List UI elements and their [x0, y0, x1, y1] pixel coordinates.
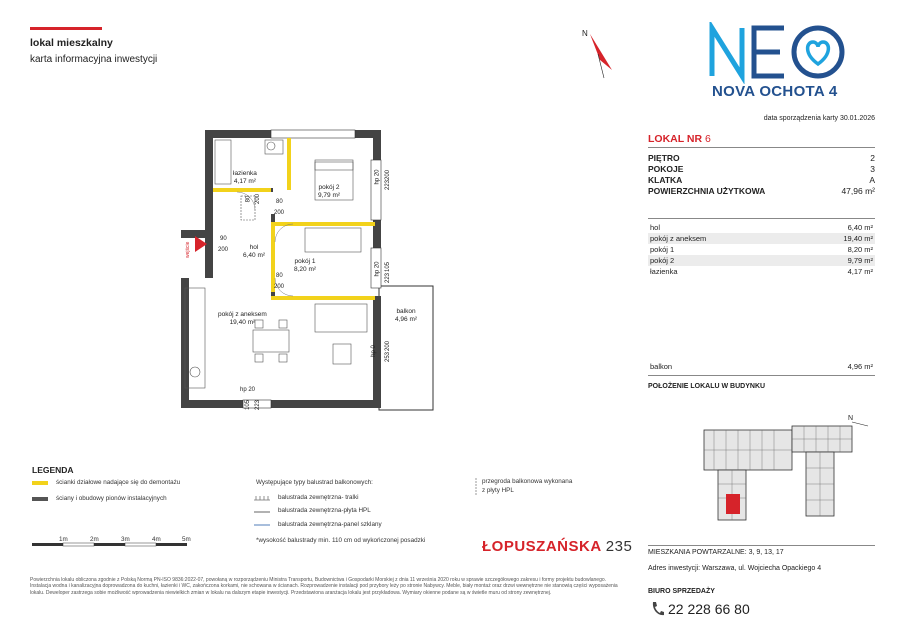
room-name: łazienka: [650, 267, 678, 276]
divider: [648, 375, 875, 376]
room-label: pokój 2: [318, 184, 340, 191]
north-label: N: [582, 29, 588, 38]
card-date: data sporządzenia karty 30.01.2026: [763, 115, 875, 122]
dim-label: 200: [385, 340, 392, 352]
legend-item: ścianki działowe nadające się do demontażu: [56, 479, 181, 486]
street-name: [482, 538, 632, 555]
balcony-area: 4,96 m²: [847, 362, 873, 371]
scale-bar: [30, 537, 200, 551]
scale-label: 2m: [90, 536, 99, 543]
railing-type: balustrada zewnętrzna-płyta HPL: [278, 507, 371, 514]
dim-label: hp 20: [240, 387, 256, 393]
dim-label: 90: [220, 236, 227, 242]
legend-title: LEGENDA: [32, 465, 74, 475]
divider: [648, 147, 875, 148]
partition-note: z płyty HPL: [482, 487, 514, 494]
dim-label: 223: [385, 272, 392, 284]
unit-number-value: 6: [704, 133, 711, 145]
room-name: pokój 2: [650, 256, 675, 265]
room-name: pokój 1: [650, 245, 675, 254]
dim-label: 200: [255, 193, 262, 205]
balcony-row: [648, 361, 875, 372]
dim-label: 223: [385, 179, 392, 191]
staircase-label: KLATKA: [648, 175, 683, 185]
partition-icon: [474, 478, 478, 496]
staircase-row: [648, 175, 875, 185]
divider: [648, 545, 875, 546]
room-area: 19,40 m²: [843, 234, 873, 243]
scale-label: 5m: [182, 536, 191, 543]
room-row: [648, 266, 875, 277]
room-area-label: 9,79 m²: [318, 192, 341, 199]
street-label: ŁOPUSZAŃSKA: [482, 538, 602, 555]
footer-disclaimer: Powierzchnia lokalu obliczona zgodnie z Polską Normą PN-ISO 9836:2022-07, powołaną w rozporządzeniu Ministra Transportu, Budownictwa i Gospodarki Morskiej z dnia 11 września 2020 roku w sprawie szczegółowego zakresu i formy projektu budowlanego. Instalacja wodna i kanalizacyjna doprowadzona do kuchni, łazienki i WC, zakończona korkami, nie schowana w ścianach. Rozprowadzenie instalacji pod przybory leży po stronie Nabywcy. Meble, biały montaż oraz drzwi wewnętrzne nie stanowią części wyposażenia lokalu. Deweloper zastrzega sobie możliwość wprowadzenia niewielkich zmian w lokalu na dalszym etapie inwestycji. Przedstawiona aranżacja lokalu jest przykładowa. Wymiary okienne podane są w świetle muru od strony zewnętrznej.: [30, 577, 618, 596]
dim-label: 80: [276, 273, 283, 279]
dim-label: 223: [255, 399, 262, 411]
railing-icons: [254, 492, 274, 532]
plan-room-balcony: [395, 308, 417, 324]
room-area-label: 6,40 m²: [243, 252, 266, 259]
dim-label: 200: [274, 284, 285, 290]
room-area: 4,17 m²: [847, 267, 873, 276]
dim-label: 253: [385, 351, 392, 363]
dim-label: 80: [276, 199, 283, 205]
room-label: balkon: [396, 308, 416, 315]
rooms-value: 3: [870, 164, 875, 174]
repeat-units: MIESZKANIA POWTARZALNE: 3, 9, 13, 17: [648, 549, 784, 556]
scale-label: 3m: [121, 536, 130, 543]
page-title: lokal mieszkalny: [30, 37, 113, 49]
floor-label: PIĘTRO: [648, 153, 680, 163]
scale-label: 4m: [152, 536, 161, 543]
floor-row: [648, 153, 875, 163]
unit-highlight: [726, 494, 740, 514]
room-label: hol: [249, 244, 259, 251]
project-name: NOVA OCHOTA 4: [712, 83, 838, 100]
unit-number: [648, 133, 711, 145]
phone-icon: [650, 601, 664, 617]
room-row: [648, 244, 875, 255]
map-north-label: N: [848, 415, 854, 422]
dim-label: hp 20: [374, 169, 381, 185]
room-label: pokój 1: [294, 258, 316, 265]
legend-item: ściany i obudowy pionów instalacyjnych: [56, 495, 167, 502]
room-area: 6,40 m²: [847, 223, 873, 232]
plan-room-room2: [318, 184, 340, 200]
balcony-name: balkon: [650, 362, 673, 371]
location-title: POŁOŻENIE LOKALU W BUDYNKU: [648, 383, 766, 390]
legend-swatch-gray: [32, 497, 48, 501]
scale-label: 1m: [59, 536, 68, 543]
header-accent-bar: [30, 27, 102, 30]
plan-room-bathroom: [233, 170, 257, 186]
neo-logo: [708, 22, 853, 84]
room-name: hol: [650, 223, 661, 232]
area-row: [648, 186, 875, 196]
dim-label: hp 0: [370, 345, 377, 357]
dim-label: 200: [385, 169, 392, 181]
sales-office-label: BIURO SPRZEDAŻY: [648, 588, 715, 595]
rooms-row: [648, 164, 875, 174]
plan-room-living: [218, 311, 267, 327]
page-subtitle: karta informacyjna inwestycji: [30, 54, 158, 65]
room-row: [648, 222, 875, 233]
room-name: pokój z aneksem: [650, 234, 707, 243]
plan-room-room1: [294, 258, 316, 274]
building-location-map: [698, 400, 876, 528]
room-area-label: 19,40 m²: [229, 319, 256, 326]
railing-type: balustrada zewnętrzna- tralki: [278, 494, 359, 501]
railing-type: balustrada zewnętrzna-panel szklany: [278, 521, 382, 528]
dim-label: 105: [385, 261, 392, 273]
rooms-label: POKOJE: [648, 164, 684, 174]
north-arrow-icon: [578, 24, 618, 80]
plan-room-hall: [243, 244, 265, 260]
dim-label: 105: [245, 399, 252, 411]
floor-value: 2: [870, 153, 875, 163]
room-row: [648, 233, 875, 244]
room-label: łazienka: [233, 170, 257, 177]
partition-note: przegroda balkonowa wykonana: [482, 478, 573, 485]
room-area: 9,79 m²: [847, 256, 873, 265]
room-row: [648, 255, 875, 266]
legend-swatch-yellow: [32, 481, 48, 485]
room-area-label: 8,20 m²: [294, 266, 317, 273]
room-area: 8,20 m²: [847, 245, 873, 254]
railing-note: *wysokość balustrady min. 110 cm od wykończonej posadzki: [256, 537, 426, 544]
dim-label: 80: [245, 195, 252, 203]
room-label: pokój z aneksem: [218, 311, 267, 318]
investment-address: Adres inwestycji: Warszawa, ul. Wojciecha Opackiego 4: [648, 565, 822, 572]
unit-label: LOKAL NR: [648, 133, 703, 145]
dim-label: 200: [218, 247, 229, 253]
dim-label: hp 20: [374, 261, 381, 277]
street-number: 235: [605, 538, 633, 555]
staircase-value: A: [869, 175, 875, 185]
room-area-label: 4,17 m²: [233, 178, 256, 185]
room-area-label: 4,96 m²: [395, 316, 418, 323]
area-label: POWIERZCHNIA UŻYTKOWA: [648, 186, 766, 196]
entrance-label: wejście: [185, 241, 191, 258]
divider: [648, 218, 875, 219]
area-value: 47,96 m²: [841, 186, 875, 196]
phone-number: 22 228 66 80: [668, 601, 750, 617]
dim-label: 200: [274, 210, 285, 216]
railings-title: Występujące typy balustrad balkonowych:: [256, 479, 373, 486]
